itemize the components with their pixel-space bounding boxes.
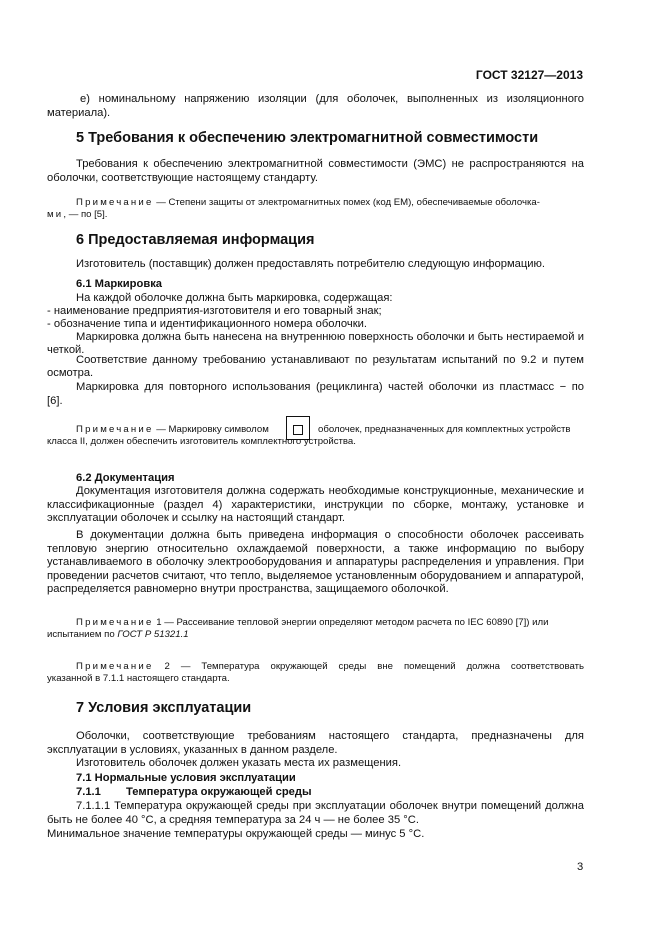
section-6-intro: Изготовитель (поставщик) должен предоставлять потребителю следующую информацию. [76, 258, 546, 270]
page-number: 3 [577, 861, 584, 873]
list-item-e-line2: материала). [47, 107, 111, 119]
subsection-6-1-heading: 6.1 Маркировка [76, 278, 163, 290]
marking-para2-line1: Соответствие данному требованию устанавливают по результатам испытаний по 9.2 и путем [76, 354, 584, 366]
marking-para1-line2: четкой. [47, 344, 85, 356]
note-text: — Маркировку символом [153, 424, 269, 435]
note-text-cont: , — по [5]. [63, 209, 108, 220]
marking-para2-line2: осмотра. [47, 367, 94, 379]
note-label-cont: ми [47, 209, 64, 220]
marking-para1-line1: Маркировка должна быть нанесена на внутреннюю поверхность оболочки и быть нестираемой и [76, 331, 584, 343]
section-5-paragraph: Требования к обеспечению электромагнитной совместимости (ЭМС) не распространяются на оболочки, соответствующие настоящему стандарту. [47, 158, 584, 184]
note-label: Примечание [76, 617, 154, 628]
subsection-7-1-1-number: 7.1.1 [76, 786, 101, 798]
section-6-heading: 6 Предоставляемая информация [76, 232, 315, 248]
clause-7-1-1-1-line3: Минимальное значение температуры окружающей среды — минус 5 °С. [47, 828, 425, 840]
note-text: — Степени защиты от электромагнитных помех (код ЕМ), обеспечиваемые оболочка- [153, 197, 540, 208]
section-7-heading: 7 Условия эксплуатации [76, 700, 252, 716]
documentation-note2-line1 [76, 661, 584, 674]
note-label: Примечание [76, 424, 154, 435]
clause-7-1-1-1-line1: 7.1.1.1 Температура окружающей среды при эксплуатации оболочек внутри помещений должна [76, 800, 584, 812]
note-text: 1 — Рассеивание тепловой энергии определяют методом расчета по IEC 60890 [7]) или [153, 617, 549, 628]
note-label: Примечание [76, 197, 154, 208]
marking-note-line2: класса II, должен обеспечить изготовитель комплектного устройства. [47, 436, 356, 447]
marking-para3-line1: Маркировка для повторного использования (рециклинга) частей оболочки из пластмасс − по [76, 381, 584, 393]
section-5-note-line2 [47, 209, 107, 222]
documentation-note2-line2: указанной в 7.1.1 настоящего стандарта. [47, 673, 230, 684]
section-5-heading: 5 Требования к обеспечению электромагнитной совместимости [76, 130, 539, 146]
section-7-para2: Изготовитель оболочек должен указать места их размещения. [76, 757, 402, 769]
documentation-note1-line2 [47, 629, 189, 642]
documentation-para1: Документация изготовителя должна содержать необходимые конструкционные, механические и классификационные (раздел 4) характеристики, инструкции по сборке, монтажу, установке и эксплуатации оболочек и ссылку на настоящий стандарт. [47, 485, 584, 524]
marking-para3-line2: [6]. [47, 395, 63, 407]
clause-7-1-1-1-line2: быть не более 40 °С, а средняя температура за 24 ч — не более 35 °С. [47, 814, 419, 826]
list-item-e-line1: е) номинальному напряжению изоляции (для оболочек, выполненных из изоляционного [80, 93, 584, 105]
marking-item-1: - наименование предприятия-изготовителя и его товарный знак; [47, 305, 382, 317]
class-ii-symbol-inner [293, 425, 303, 435]
standard-reference: ГОСТ Р 51321.1 [117, 629, 189, 640]
note-text: 2 — Температура окружающей среды вне помещений должна соответствовать [153, 661, 584, 672]
subsection-7-1-1-title: Температура окружающей среды [126, 786, 312, 798]
section-7-para1: Оболочки, соответствующие требованиям настоящего стандарта, предназначены для эксплуатации в условиях, указанных в данном разделе. [47, 730, 584, 756]
subsection-7-1-heading: 7.1 Нормальные условия эксплуатации [76, 772, 296, 784]
marking-lead: На каждой оболочке должна быть маркировка, содержащая: [76, 292, 393, 304]
documentation-para2: В документации должна быть приведена информация о способности оболочек рассеивать тепловую энергию относительно охлаждаемой поверхности, а также информацию по выбору устанавливаемого в оболочку электрооборудования и аппаратуры распределения и управления. При проведении расчетов считают, что тепло, выделяемое установленным оборудованием и аппаратурой, распределяется равномерно внутри пространства, защищаемого оболочкой. [47, 529, 584, 595]
note-text: испытанием по [47, 629, 118, 640]
document-id: ГОСТ 32127—2013 [475, 68, 583, 82]
marking-item-2: - обозначение типа и идентификационного номера оболочки. [47, 318, 367, 330]
marking-note-line1a [76, 424, 269, 437]
marking-note-line1b: оболочек, предназначенных для комплектных устройств [318, 424, 571, 435]
subsection-6-2-heading: 6.2 Документация [76, 472, 175, 484]
documentation-note1-line1 [76, 617, 548, 630]
section-5-note-line1 [76, 197, 540, 210]
note-label: Примечание [76, 661, 154, 672]
